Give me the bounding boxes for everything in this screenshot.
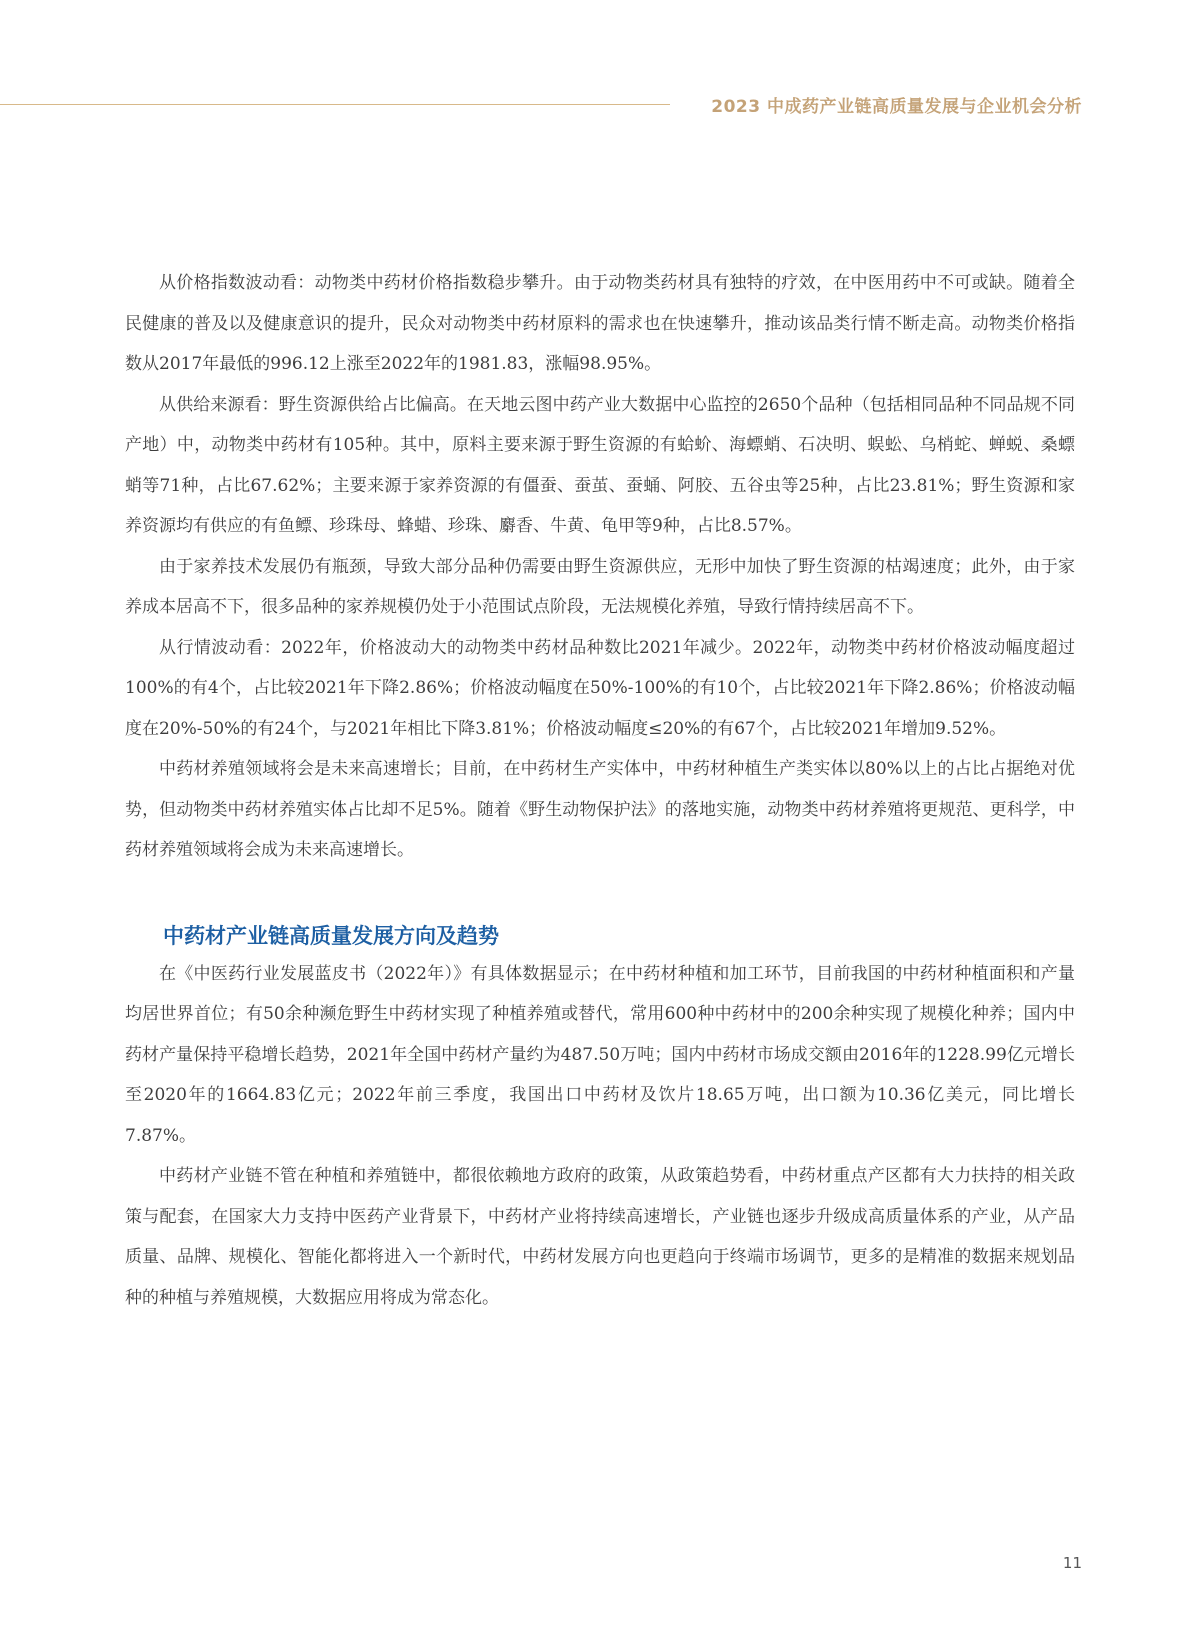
section-heading: 中药材产业链高质量发展方向及趋势 — [163, 923, 499, 948]
running-header-title: 2023 中成药产业链高质量发展与企业机会分析 — [711, 97, 1082, 117]
main-content — [125, 263, 1075, 1318]
paragraph-policy-trend: 中药材产业链不管在种植和养殖链中，都很依赖地方政府的政策，从政策趋势看，中药材重点产区都有大力扶持的相关政策与配套，在国家大力支持中医药产业背景下，中药材产业将持续高速增长，产业链也逐步升级成高质量体系的产业，从产品质量、品牌、规模化、智能化都将进入一个新时代，中药材发展方向也更趋向于终端市场调节，更多的是精准的数据来规划品种的种植与养殖规模，大数据应用将成为常态化。 — [125, 1166, 1075, 1308]
page-number: 11 — [1062, 1554, 1082, 1572]
header-rule — [0, 104, 670, 105]
paragraph-market-volatility: 从行情波动看：2022年，价格波动大的动物类中药材品种数比2021年减少。2022年，动物类中药材价格波动幅度超过100%的有4个，占比较2021年下降2.86%；价格波动幅度在50%-100%的有10个，占比较2021年下降2.86%；价格波动幅度在20%-50%的有24个，与2021年相比下降3.81%；价格波动幅度≤20%的有67个，占比较2021年增加9.52%。 — [125, 637, 1075, 739]
paragraph-supply-source: 从供给来源看：野生资源供给占比偏高。在天地云图中药产业大数据中心监控的2650个品种（包括相同品种不同品规不同产地）中，动物类中药材有105种。其中，原料主要来源于野生资源的有蛤蚧、海螵蛸、石决明、蜈蚣、乌梢蛇、蝉蜕、桑螵蛸等71种，占比67.62%；主要来源于家养资源的有僵蚕、蚕茧、蚕蛹、阿胶、五谷虫等25种，占比23.81%；野生资源和家养资源均有供应的有鱼鳔、珍珠母、蜂蜡、珍珠、麝香、牛黄、龟甲等9种，占比8.57%。 — [125, 394, 1075, 536]
paragraph-breeding-bottleneck: 由于家养技术发展仍有瓶颈，导致大部分品种仍需要由野生资源供应，无形中加快了野生资源的枯竭速度；此外，由于家养成本居高不下，很多品种的家养规模仍处于小范围试点阶段，无法规模化养殖，导致行情持续居高不下。 — [125, 556, 1075, 617]
paragraph-bluebook-data: 在《中医药行业发展蓝皮书（2022年）》有具体数据显示；在中药材种植和加工环节，目前我国的中药材种植面积和产量均居世界首位；有50余种濒危野生中药材实现了种植养殖或替代，常用600种中药材中的200余种实现了规模化种养；国内中药材产量保持平稳增长趋势，2021年全国中药材产量约为487.50万吨；国内中药材市场成交额由2016年的1228.99亿元增长至2020年的1664.83亿元；2022年前三季度，我国出口中药材及饮片18.65万吨，出口额为10.36亿美元，同比增长7.87%。 — [125, 963, 1075, 1146]
paragraph-breeding-growth: 中药材养殖领域将会是未来高速增长；目前，在中药材生产实体中，中药材种植生产类实体以80%以上的占比占据绝对优势，但动物类中药材养殖实体占比却不足5%。随着《野生动物保护法》的落地实施，动物类中药材养殖将更规范、更科学，中药材养殖领域将会成为未来高速增长。 — [125, 759, 1075, 860]
paragraph-price-index: 从价格指数波动看：动物类中药材价格指数稳步攀升。由于动物类药材具有独特的疗效，在中医用药中不可或缺。随着全民健康的普及以及健康意识的提升，民众对动物类中药材原料的需求也在快速攀升，推动该品类行情不断走高。动物类价格指数从2017年最低的996.12上涨至2022年的1981.83，涨幅98.95%。 — [125, 273, 1075, 374]
